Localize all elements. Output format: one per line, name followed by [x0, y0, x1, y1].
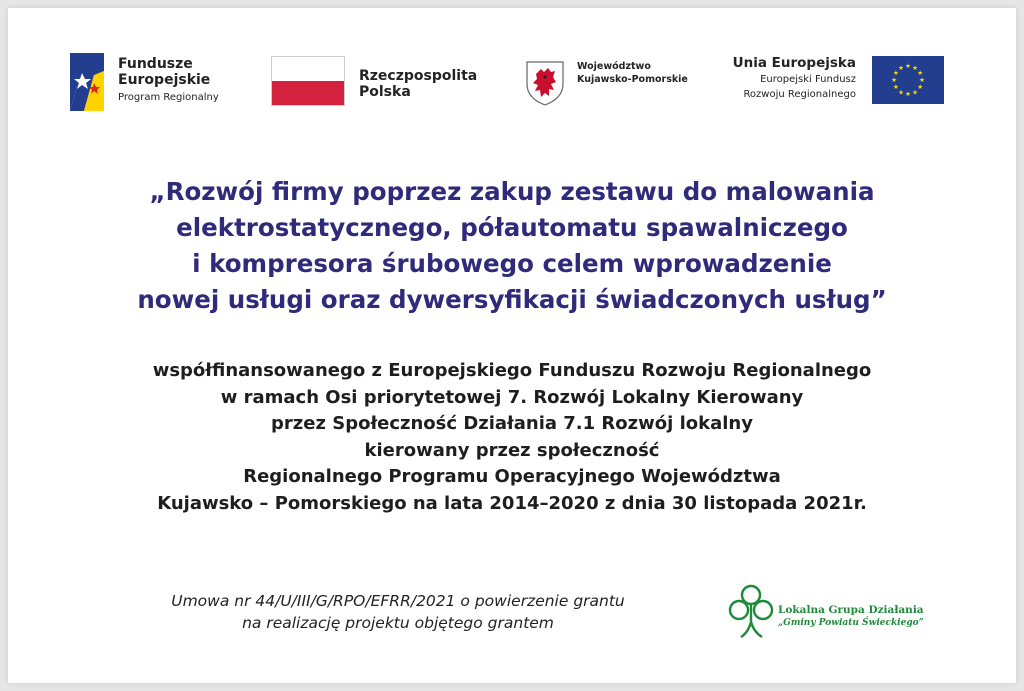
- eu-star-icon: ★: [912, 64, 918, 73]
- funding-line: współfinansowanego z Europejskiego Funduszu Rozwoju Regionalnego: [152, 360, 872, 381]
- eu-star-icon: ★: [898, 88, 904, 97]
- lgd-name: Lokalna Grupa Działania: [778, 604, 924, 616]
- unia-title: Unia Europejska: [732, 55, 856, 71]
- eu-star-icon: ★: [905, 90, 911, 99]
- title-line: nowej usługi oraz dywersyfikacji świadczonych usług”: [137, 285, 887, 314]
- eu-flag-icon: [872, 56, 944, 104]
- logo-bar: [8, 8, 1016, 118]
- poster: [8, 8, 1016, 683]
- contract-line: Umowa nr 44/U/III/G/RPO/EFRR/2021 o powierzenie grantu: [171, 592, 625, 610]
- unia-line1: Europejski Fundusz: [760, 74, 856, 85]
- fundusze-line1: Fundusze: [118, 56, 193, 72]
- title-line: „Rozwój firmy poprzez zakup zestawu do malowania: [149, 177, 875, 206]
- project-title: [8, 174, 1016, 318]
- wojewodztwo-line1: Województwo: [577, 61, 651, 72]
- title-line: elektrostatycznego, półautomatu spawalniczego: [176, 213, 848, 242]
- fundusze-line2: Europejskie: [118, 72, 211, 88]
- contract-note: [8, 590, 788, 634]
- fundusze-europejskie-flag-icon: [70, 53, 108, 111]
- wojewodztwo-line2: Kujawsko-Pomorskie: [577, 74, 688, 85]
- unia-line2: Rozwoju Regionalnego: [743, 89, 856, 100]
- title-line: i kompresora śrubowego celem wprowadzenie: [192, 249, 832, 278]
- eu-star-icon: ★: [912, 88, 918, 97]
- funding-line: Kujawsko – Pomorskiego na lata 2014–2020 z dnia 30 listopada 2021r.: [157, 492, 867, 514]
- eu-star-icon: ★: [898, 64, 904, 73]
- eu-star-icon: ★: [891, 76, 897, 85]
- griffin-coat-of-arms-icon: [525, 60, 565, 106]
- funding-statement: [8, 358, 1016, 517]
- eu-star-icon: ★: [919, 76, 925, 85]
- clover-icon: [726, 582, 776, 640]
- funding-line: przez Społeczność Działania 7.1 Rozwój lokalny: [271, 413, 753, 434]
- fundusze-line3: Program Regionalny: [118, 92, 219, 103]
- funding-line: kierowany przez społeczność: [364, 439, 660, 461]
- lgd-subtitle: „Gminy Powiatu Świeckiego”: [778, 618, 924, 628]
- polish-flag-icon: [271, 56, 345, 106]
- rzeczpospolita-line2: Polska: [359, 84, 411, 100]
- eu-star-icon: ★: [905, 62, 911, 71]
- eu-star-icon: ★: [917, 83, 924, 92]
- funding-line: w ramach Osi priorytetowej 7. Rozwój Lokalny Kierowany: [220, 386, 804, 408]
- eu-star-icon: ★: [892, 69, 899, 78]
- contract-line: na realizację projektu objętego grantem: [242, 614, 554, 632]
- eu-star-icon: ★: [917, 69, 924, 78]
- funding-line: Regionalnego Programu Operacyjnego Województwa: [243, 466, 781, 487]
- eu-star-icon: ★: [892, 83, 899, 92]
- rzeczpospolita-line1: Rzeczpospolita: [359, 68, 478, 84]
